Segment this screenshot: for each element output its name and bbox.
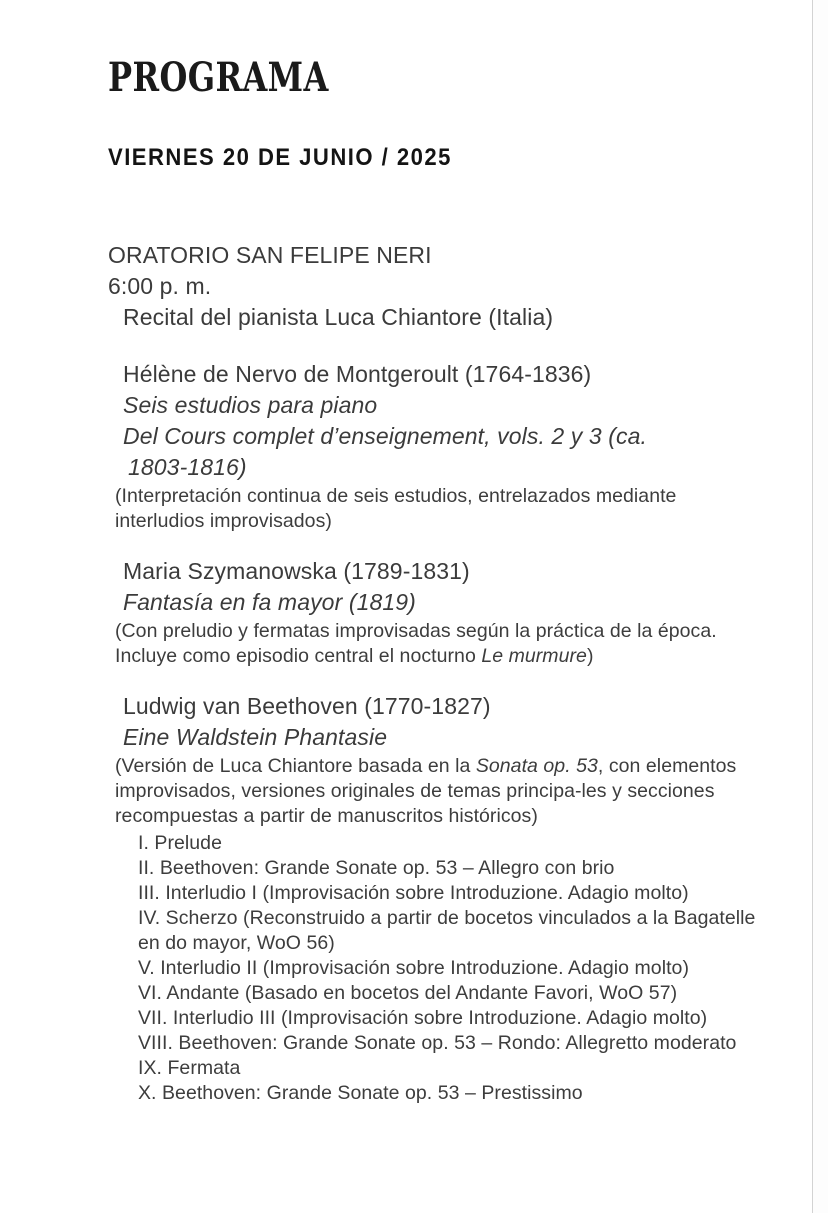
list-item: IV. Scherzo (Reconstruido a partir de bocetos vinculados a la Bagatelle en do mayor, WoO 56) <box>138 907 756 954</box>
program-content <box>108 0 768 1122</box>
list-item: II. Beethoven: Grande Sonate op. 53 – Allegro con brio <box>138 857 615 879</box>
venue-time: 6:00 p. m. <box>108 273 212 299</box>
venue-block <box>108 240 768 333</box>
work-note-italic-title: Le murmure <box>481 645 587 667</box>
page-margin-area <box>813 0 828 1213</box>
list-item: VI. Andante (Basado en bocetos del Andante Favori, WoO 57) <box>138 982 678 1004</box>
list-item: IX. Fermata <box>138 1057 241 1079</box>
venue-event-description: Recital del pianista Luca Chiantore (Italia) <box>123 304 554 330</box>
date-heading: VIERNES 20 DE JUNIO / 2025 <box>108 144 452 171</box>
list-item: VIII. Beethoven: Grande Sonate op. 53 – Rondo: Allegretto moderato <box>138 1032 737 1054</box>
works-list <box>108 359 768 1106</box>
work-note-text-after: ) <box>586 645 594 667</box>
list-item: VII. Interludio III (Improvisación sobre Introduzione. Adagio molto) <box>138 1007 708 1029</box>
work-composer: Maria Szymanowska (1789-1831) <box>123 558 470 584</box>
work-note-text-before: (Con preludio y fermatas improvisadas según la práctica de la época. Incluye como episodio central el nocturno <box>115 620 717 667</box>
work-note-italic-title: Sonata op. 53 <box>475 755 598 777</box>
work-title: Fantasía en fa mayor (1819) <box>123 589 416 615</box>
work-title: Eine Waldstein Phantasie <box>123 724 388 750</box>
work-source <box>123 421 743 483</box>
list-item: X. Beethoven: Grande Sonate op. 53 – Prestissimo <box>138 1082 583 1104</box>
work-note: (Interpretación continua de seis estudios, entrelazados mediante interludios improvisados) <box>115 485 677 532</box>
work-note <box>115 619 747 669</box>
work-note-text-after: , con elementos improvisados, versiones originales de temas principa-les y secciones recompuestas a partir de manuscritos históricos) <box>115 755 737 827</box>
venue-name: ORATORIO SAN FELIPE NERI <box>108 242 432 268</box>
work-item <box>108 359 768 534</box>
page-title: PROGRAMA <box>108 54 329 101</box>
list-item: V. Interludio II (Improvisación sobre Introduzione. Adagio molto) <box>138 957 689 979</box>
work-note <box>115 754 747 829</box>
work-composer: Hélène de Nervo de Montgeroult (1764-1836) <box>123 361 592 387</box>
movement-list <box>138 831 768 1106</box>
page-edge-rule <box>812 0 813 1213</box>
list-item: III. Interludio I (Improvisación sobre Introduzione. Adagio molto) <box>138 882 689 904</box>
work-title: Seis estudios para piano <box>123 392 378 418</box>
work-composer: Ludwig van Beethoven (1770-1827) <box>123 693 491 719</box>
list-item: I. Prelude <box>138 832 222 854</box>
work-item <box>108 556 768 669</box>
work-source-line-1: Del Cours complet d’enseignement, vols. 2 y 3 (ca. <box>123 423 648 449</box>
work-note-text-before: (Versión de Luca Chiantore basada en la <box>115 755 476 777</box>
work-item <box>108 691 768 1106</box>
work-source-line-2: 1803-1816) <box>128 454 247 480</box>
